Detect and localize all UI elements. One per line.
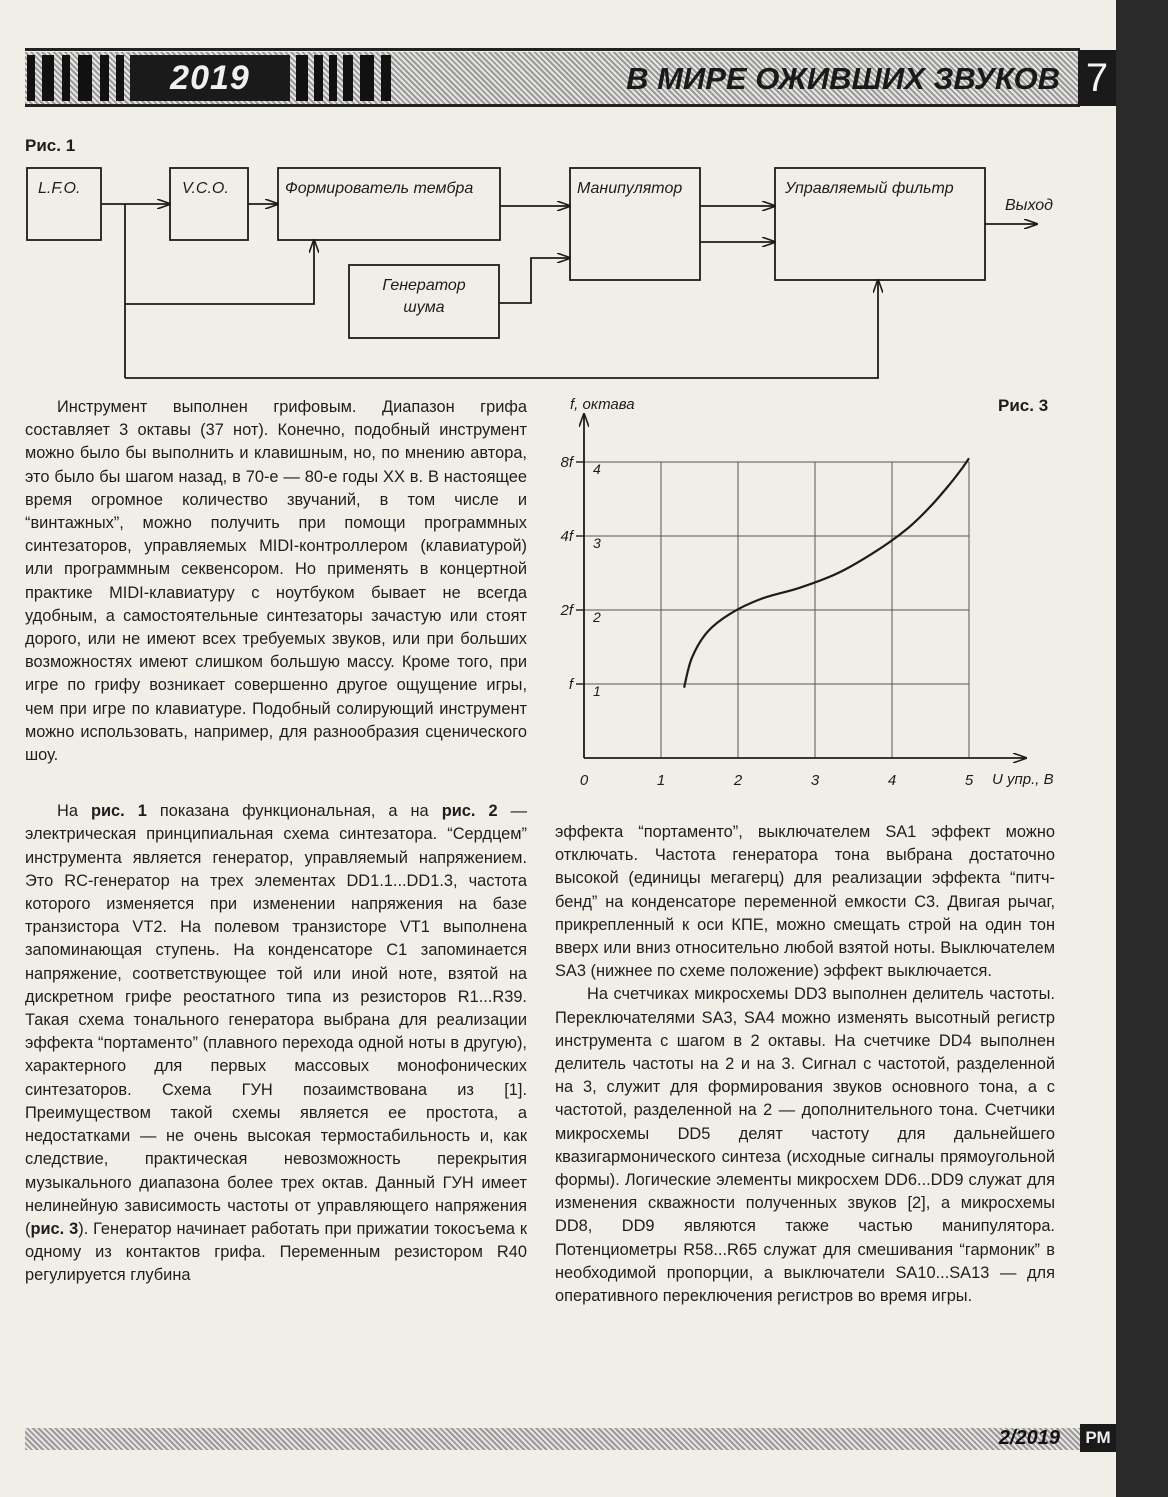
vco-block (170, 168, 248, 240)
chart-series-line (684, 458, 969, 687)
page-number: 7 (1078, 50, 1116, 106)
output-label: Выход (1005, 197, 1054, 214)
y-tick-label: 4f (560, 528, 573, 545)
lfo-block (27, 168, 101, 240)
y-octave-label: 4 (593, 461, 601, 477)
timbre-label: Формирователь тембра (285, 180, 474, 197)
figure3-label: Рис. 3 (998, 396, 1049, 415)
noise-label-line1: Генератор (382, 277, 466, 294)
noise-label-line2: шума (403, 299, 445, 316)
x-tick-label: 5 (964, 772, 974, 789)
y-axis-label: f, октава (570, 396, 635, 413)
x-tick-label: 0 (579, 772, 589, 789)
chart-ticks (559, 454, 973, 789)
x-tick-label: 2 (733, 772, 743, 789)
diagram-connections (101, 204, 1037, 378)
timbre-block (278, 168, 500, 240)
y-octave-label: 2 (593, 609, 601, 625)
y-tick-label: f (568, 676, 573, 693)
y-octave-label: 3 (593, 535, 601, 551)
y-tick-label: 2f (560, 602, 573, 619)
block-diagram (0, 0, 1116, 400)
ref-fig3: рис. 3 (30, 1219, 79, 1238)
x-tick-label: 3 (810, 772, 820, 789)
right-paragraph-2: На счетчиках микросхемы DD3 выполнен делитель частоты. Переключателями SA3, SA4 можно изменять высотный регистр инструмента с шагом в 2 октавы. На счетчике DD4 выполнен делитель частоты на 2 и на 3. Сигнал с частотой, разделенной на 3, служит для формирования звуков основного тона, а с частотой, разделенной на 2 — дополнительного тона. Счетчики микросхемы DD5 делят частоту для дальнейшего квазигармонического синтеза (исходные сигналы прямоугольной формы). Логические элементы микросхем DD6...DD9 служат для изменения скважности полученных звуков [2], а микросхемы DD8, DD9 являются также частью манипулятора. Потенциометры R58...R65 служат для смешивания “гармоник” в необходимой пропорции, а выключатели SA10...SA13 — для оперативного переключения регистров во время игры. (555, 985, 1055, 1306)
header-rubric: В МИРЕ ОЖИВШИХ ЗВУКОВ (626, 61, 1060, 96)
footer-issue: 2/2019 (998, 1427, 1060, 1449)
right-column (555, 821, 1055, 1308)
y-tick-label: 8f (560, 454, 573, 471)
footer-band (25, 1428, 1080, 1450)
ref-fig2: рис. 2 (441, 802, 498, 821)
x-tick-label: 4 (887, 772, 897, 789)
left-paragraph-1: Инструмент выполнен грифовым. Диапазон грифа составляет 3 октавы (37 нот). Конечно, подобный инструмент можно было бы выполнить и клавишным, но, по мнению автора, это было бы шагом назад, в 70-е — 80-е годы XX в. В настоящее время огромное количество звучаний, в том числе и “винтажных”, можно получить при помощи программных синтезаторов, управляемых MIDI-контроллером (клавиатурой) или программным секвенсором. Но применять в концертной практике MIDI-клавиатуру с ноутбуком бывает не всегда удобным, а самостоятельные синтезаторы зачастую или стоят дорого, или не имеют всех требуемых звуков, или при больших возможностях имеют слишком большую массу. Кроме того, при игре по грифу возникает совершенно другое ощущение игры, чем при игре по клавиатуре. Подобный солирующий инструмент можно использовать, например, для разнообразия сценического шоу. (25, 398, 527, 765)
y-octave-label: 1 (593, 683, 601, 699)
x-axis-label: U упр., В (992, 771, 1054, 788)
vco-label: V.C.O. (182, 180, 229, 197)
page-edge (1116, 0, 1168, 1497)
right-paragraph-1: эффекта “портаменто”, выключателем SA1 эффект можно отключать. Частота генератора тона выбрана достаточно высокой (единицы мегагерц) для реализации эффекта “питч-бенд” на конденсаторе переменной емкости C3. Двигая рычаг, прикрепленный к оси КПЕ, можно смещать строй на один тон вверх или вниз относительно любой взятой ноты. Выключателем SA3 (нижнее по схеме положение) эффект выключается. (555, 823, 1055, 981)
filter-label: Управляемый фильтр (785, 180, 954, 197)
manipulator-label: Манипулятор (577, 180, 683, 197)
ref-fig1: рис. 1 (90, 802, 147, 821)
footer-magazine-logo: РМ (1080, 1424, 1116, 1452)
left-paragraph-2: На рис. 1 показана функциональная, а на рис. 2 — электрическая принципиальная схема синтезатора. “Сердцем” инструмента является генератор, управляемый напряжением. Это RC-генератор на трех элементах DD1.1...DD1.3, частота которого изменяется при изменении напряжения на базе транзистора VT2. На полевом транзисторе VT1 выполнена запоминающая ступень. На конденсаторе C1 запоминается напряжение, соответствующее той или иной ноте, взятой на дискретном грифе реостатного типа из резисторов R1...R39. Такая схема тонального генератора выбрана для реализации эффекта “портаменто” (плавного перехода одной ноты в другую), характерного для первых массовых монофонических синтезаторов. Схема ГУН позаимствована из [1]. Преимуществом такой схемы является ее простота, а недостатками — не очень высокая термостабильность и, как следствие, практическая невозможность перекрытия музыкального диапазона более трех октав. Данный ГУН имеет нелинейную зависимость частоты от управляющего напряжения (рис. 3). Генератор начинает работать при прижатии токосъема к одному из контактов грифа. Переменным резистором R40 регулируется глубина (25, 802, 527, 1285)
frequency-chart (540, 390, 1070, 810)
header-year: 2019 (130, 55, 290, 101)
figure1-label: Рис. 1 (25, 136, 76, 155)
x-tick-label: 1 (656, 772, 666, 789)
lfo-label: L.F.O. (38, 180, 81, 197)
chart-grid (584, 462, 969, 758)
left-column (25, 396, 527, 1288)
